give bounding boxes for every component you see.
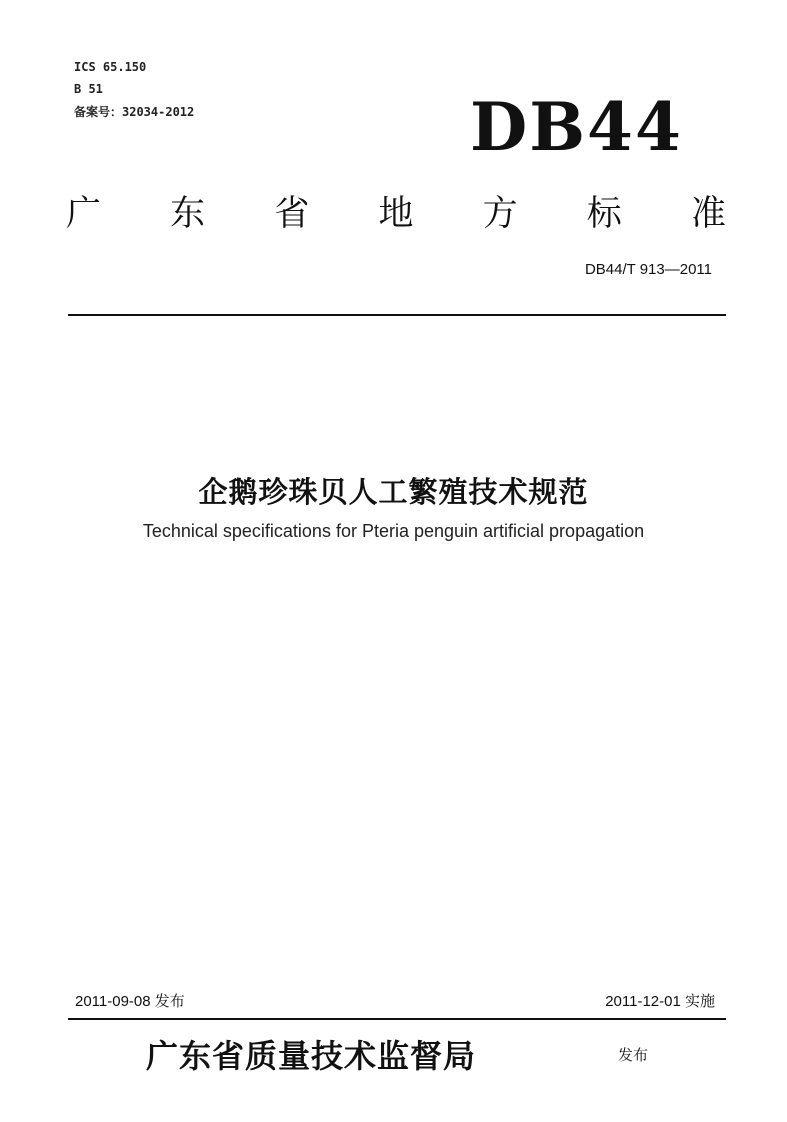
banner-char: 地 [378,194,414,234]
banner-char: 准 [690,194,726,234]
standard-number: DB44/T 913—2011 [584,261,712,278]
banner-char: 标 [586,194,622,234]
ics-code: ICS 65.150 [74,60,147,74]
top-divider [68,314,726,316]
implementation-date: 2011-12-01 实施 [605,993,715,1010]
issue-date: 2011-09-08 发布 [75,993,185,1010]
issuer-action: 发布 [618,1046,649,1064]
document-title-chinese: 企鹅珍珠贝人工繁殖技术规范 [198,475,589,509]
ccs-code: B 51 [74,82,103,96]
banner-char: 东 [170,194,206,234]
standard-banner [66,186,726,236]
document-title-english: Technical specifications for Pteria penguin artificial propagation [142,521,645,541]
bottom-divider [68,1018,726,1020]
issuing-authority: 广东省质量技术监督局 [146,1037,477,1075]
record-number: 备案号：32034-2012 [74,105,195,119]
standard-code-logo: DB44 [470,88,683,166]
banner-char: 方 [482,194,518,234]
banner-char: 省 [274,194,310,234]
banner-char: 广 [66,194,102,234]
